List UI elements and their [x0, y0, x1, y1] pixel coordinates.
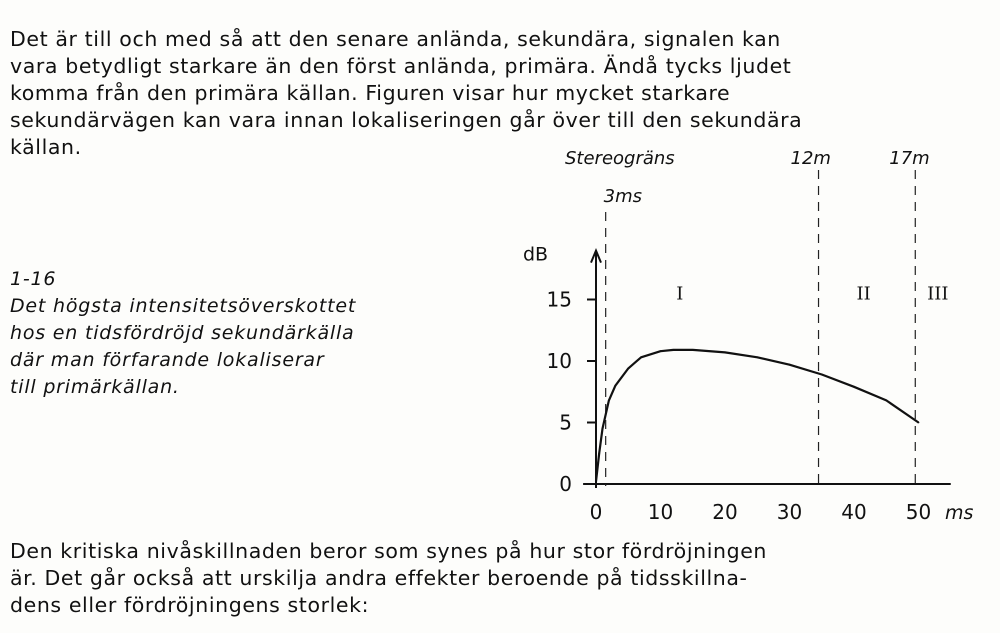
y-tick-label: 15 [546, 287, 572, 312]
boundary-label: 12m [790, 148, 831, 169]
boundary-label: 17m [889, 148, 930, 169]
data-curve [596, 350, 919, 482]
closing-paragraph [10, 538, 767, 619]
data-point [918, 422, 920, 424]
data-point [821, 374, 823, 376]
y-tick-label: 5 [559, 410, 572, 435]
paragraph-line: sekundärvägen kan vara innan lokaliseringen går över till den sekundära [10, 108, 803, 132]
paragraph-line: vara betydligt starkare än den först anlända, primära. Ändå tycks ljudet [10, 54, 792, 78]
caption-line: hos en tidsfördröjd sekundärkälla [10, 322, 355, 344]
x-tick-label: 0 [589, 500, 603, 524]
data-point [627, 367, 629, 369]
boundary-label: 3ms [603, 186, 643, 207]
data-point [673, 349, 675, 351]
data-point [692, 349, 694, 351]
y-tick-label: 0 [559, 472, 572, 496]
data-point [853, 386, 855, 388]
y-tick-label: 10 [546, 349, 572, 373]
paragraph-line: Den kritiska nivåskillnaden beror som synes på hur stor fördröjningen [10, 539, 768, 563]
caption-line: där man förfarande lokaliserar [10, 349, 325, 371]
data-point [885, 399, 887, 401]
paragraph-line: Det är till och med så att den senare anlända, sekundära, signalen kan [10, 27, 781, 51]
stereo-limit-annotation: Stereogräns [565, 148, 675, 169]
region-label: II [856, 283, 871, 305]
figure-number: 1-16 [10, 268, 57, 290]
x-tick-label: 10 [647, 500, 674, 524]
region-label: I [676, 283, 684, 305]
y-axis-label: dB [523, 243, 549, 266]
x-tick-label: 50 [905, 500, 932, 524]
data-point [602, 428, 604, 430]
data-point [756, 356, 758, 358]
data-point [608, 399, 610, 401]
x-tick-label: 30 [776, 500, 803, 524]
x-tick-label: 20 [712, 500, 738, 524]
x-axis-unit: ms [945, 502, 974, 524]
data-point [660, 350, 662, 352]
paragraph-line: källan. [10, 135, 82, 159]
paragraph-line: dens eller fördröjningens storlek: [10, 593, 370, 617]
data-point [598, 452, 600, 454]
x-tick-label: 40 [841, 500, 867, 524]
data-point [724, 351, 726, 353]
data-point [640, 356, 642, 358]
paragraph-line: komma från den primära källan. Figuren visar hur mycket starkare [10, 81, 731, 105]
caption-line: till primärkällan. [10, 376, 180, 398]
data-point [595, 481, 597, 483]
region-label: III [927, 283, 949, 305]
paragraph-line: är. Det går också att urskilja andra effekter beroende på tidsskillna- [10, 566, 748, 590]
data-point [789, 364, 791, 366]
data-point [614, 385, 616, 387]
caption-line: Det högsta intensitetsöverskottet [10, 295, 357, 317]
